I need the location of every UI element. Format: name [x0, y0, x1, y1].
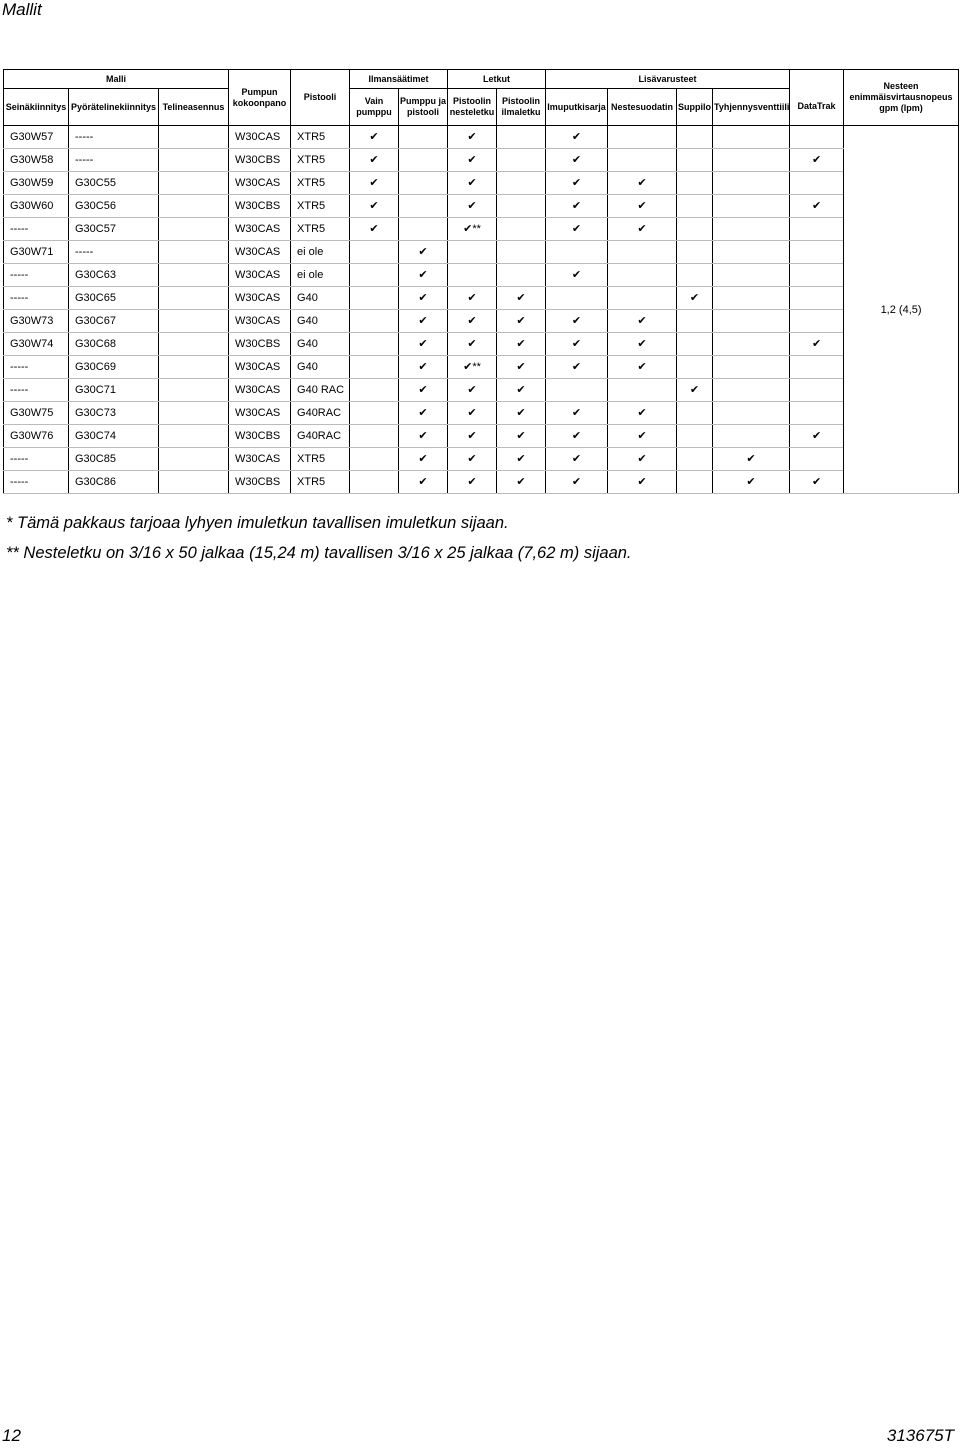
- table-cell: ✔: [497, 379, 546, 402]
- table-cell: [713, 264, 790, 287]
- table-cell: ✔: [497, 448, 546, 471]
- table-cell: ✔: [608, 402, 677, 425]
- table-cell: XTR5: [291, 218, 350, 241]
- table-cell: [677, 126, 713, 149]
- table-row: [4, 287, 959, 310]
- table-cell: [713, 379, 790, 402]
- table-cell: ✔: [497, 402, 546, 425]
- table-cell: -----: [4, 448, 69, 471]
- table-cell: XTR5: [291, 149, 350, 172]
- header-vain-pumppu: Vain pumppu: [350, 89, 399, 126]
- table-cell: W30CAS: [229, 264, 291, 287]
- header-pistoolin-ilmaletku: Pistoolin ilmaletku: [497, 89, 546, 126]
- table-cell: -----: [69, 126, 159, 149]
- table-cell: ✔: [399, 333, 448, 356]
- table-cell: [546, 241, 608, 264]
- table-cell: ✔: [350, 172, 399, 195]
- table-cell: [790, 402, 844, 425]
- table-cell: ✔: [448, 448, 497, 471]
- table-cell: [159, 264, 229, 287]
- group-header-lisavarusteet: Lisävarusteet: [546, 70, 790, 89]
- table-cell: [350, 402, 399, 425]
- table-cell: -----: [4, 356, 69, 379]
- table-row: [4, 402, 959, 425]
- table-cell: W30CAS: [229, 379, 291, 402]
- table-cell: G30W75: [4, 402, 69, 425]
- table-cell: [713, 356, 790, 379]
- table-row: [4, 448, 959, 471]
- header-nesteen-virtaus: Nesteen enimmäisvirtausnopeus gpm (lpm): [844, 70, 959, 126]
- table-cell: G30C57: [69, 218, 159, 241]
- table-cell: [790, 310, 844, 333]
- max-flow-rate: 1,2 (4,5): [844, 126, 959, 494]
- table-cell: G30C55: [69, 172, 159, 195]
- table-cell: [608, 287, 677, 310]
- table-cell: W30CBS: [229, 195, 291, 218]
- table-cell: [546, 379, 608, 402]
- table-cell: XTR5: [291, 471, 350, 494]
- table-cell: G40: [291, 333, 350, 356]
- table-cell: [350, 241, 399, 264]
- table-cell: G30C73: [69, 402, 159, 425]
- table-cell: G30C85: [69, 448, 159, 471]
- table-cell: [790, 172, 844, 195]
- table-row: [4, 195, 959, 218]
- table-cell: [399, 218, 448, 241]
- table-cell: [677, 402, 713, 425]
- table-cell: W30CAS: [229, 356, 291, 379]
- table-cell: G30C69: [69, 356, 159, 379]
- header-datatrak: DataTrak: [790, 89, 844, 126]
- table-cell: W30CBS: [229, 333, 291, 356]
- table-cell: [677, 241, 713, 264]
- table-cell: [713, 402, 790, 425]
- table-cell: ✔: [497, 356, 546, 379]
- table-cell: [790, 241, 844, 264]
- table-cell: [608, 241, 677, 264]
- models-table: [3, 69, 959, 494]
- table-cell: ✔: [448, 333, 497, 356]
- table-cell: ✔: [713, 448, 790, 471]
- table-cell: -----: [4, 287, 69, 310]
- table-cell: G40: [291, 310, 350, 333]
- table-cell: -----: [4, 218, 69, 241]
- page-title: Mallit: [2, 0, 42, 19]
- table-cell: G30W76: [4, 425, 69, 448]
- table-cell: ✔: [608, 310, 677, 333]
- table-cell: [497, 241, 546, 264]
- table-cell: [790, 287, 844, 310]
- table-cell: [790, 356, 844, 379]
- table-cell: ✔: [448, 471, 497, 494]
- table-cell: [677, 333, 713, 356]
- table-cell: [713, 310, 790, 333]
- table-cell: ✔: [546, 448, 608, 471]
- table-cell: G30W73: [4, 310, 69, 333]
- table-cell: [159, 126, 229, 149]
- header-pistooli: Pistooli: [291, 70, 350, 126]
- footnote-2: ** Nesteletku on 3/16 x 50 jalkaa (15,24 m) tavallisen 3/16 x 25 jalkaa (7,62 m) sijaan.: [6, 544, 632, 562]
- table-cell: [350, 333, 399, 356]
- table-cell: [608, 126, 677, 149]
- table-cell: [159, 356, 229, 379]
- table-cell: G30W58: [4, 149, 69, 172]
- table-cell: G40RAC: [291, 425, 350, 448]
- table-cell: [713, 425, 790, 448]
- table-cell: [677, 310, 713, 333]
- table-cell: [350, 425, 399, 448]
- table-cell: G40RAC: [291, 402, 350, 425]
- table-cell: [677, 172, 713, 195]
- table-cell: W30CBS: [229, 149, 291, 172]
- table-cell: [497, 172, 546, 195]
- table-cell: G30C86: [69, 471, 159, 494]
- table-cell: ✔**: [448, 356, 497, 379]
- table-cell: [350, 310, 399, 333]
- table-cell: [677, 425, 713, 448]
- table-cell: W30CAS: [229, 218, 291, 241]
- header-pumpun-kokoonpano: Pumpun kokoonpano: [229, 70, 291, 126]
- table-cell: [677, 149, 713, 172]
- table-cell: [399, 195, 448, 218]
- table-cell: [713, 287, 790, 310]
- table-cell: G30C67: [69, 310, 159, 333]
- table-cell: [159, 471, 229, 494]
- table-cell: ✔: [546, 264, 608, 287]
- table-cell: ✔: [448, 195, 497, 218]
- table-cell: ✔: [448, 425, 497, 448]
- models-table-body: [4, 126, 959, 494]
- table-cell: W30CAS: [229, 402, 291, 425]
- table-cell: W30CAS: [229, 172, 291, 195]
- table-cell: G30C68: [69, 333, 159, 356]
- table-cell: ✔: [608, 425, 677, 448]
- table-cell: ✔: [448, 172, 497, 195]
- table-cell: -----: [4, 379, 69, 402]
- footnote-1: * Tämä pakkaus tarjoaa lyhyen imuletkun tavallisen imuletkun sijaan.: [6, 514, 509, 532]
- table-cell: [677, 264, 713, 287]
- table-cell: ✔: [399, 356, 448, 379]
- table-cell: G30W71: [4, 241, 69, 264]
- table-cell: W30CAS: [229, 310, 291, 333]
- table-cell: [790, 379, 844, 402]
- table-cell: ✔: [350, 126, 399, 149]
- table-cell: [159, 310, 229, 333]
- table-cell: G40: [291, 287, 350, 310]
- table-cell: G30W59: [4, 172, 69, 195]
- table-cell: XTR5: [291, 172, 350, 195]
- table-cell: ✔: [497, 333, 546, 356]
- table-row: [4, 172, 959, 195]
- table-cell: ✔: [790, 471, 844, 494]
- table-cell: ✔: [790, 195, 844, 218]
- table-row: [4, 356, 959, 379]
- table-cell: [713, 126, 790, 149]
- table-cell: [350, 356, 399, 379]
- header-seinakiinnitys: Seinäkiinnitys: [4, 89, 69, 126]
- table-cell: ✔: [399, 471, 448, 494]
- table-cell: XTR5: [291, 448, 350, 471]
- table-cell: ✔: [399, 241, 448, 264]
- table-cell: [448, 241, 497, 264]
- table-cell: [677, 356, 713, 379]
- table-cell: [350, 287, 399, 310]
- table-cell: ✔: [399, 425, 448, 448]
- table-cell: [713, 333, 790, 356]
- table-cell: ✔: [497, 310, 546, 333]
- table-cell: ✔: [448, 287, 497, 310]
- table-cell: [159, 448, 229, 471]
- table-cell: [159, 425, 229, 448]
- table-cell: ✔: [546, 310, 608, 333]
- table-cell: ✔: [546, 425, 608, 448]
- table-row: [4, 425, 959, 448]
- group-header-ilmansaatimet: Ilmansäätimet: [350, 70, 448, 89]
- table-cell: ✔: [713, 471, 790, 494]
- table-cell: G30C63: [69, 264, 159, 287]
- table-cell: [713, 195, 790, 218]
- table-cell: [608, 379, 677, 402]
- table-cell: [350, 379, 399, 402]
- table-row: [4, 218, 959, 241]
- table-cell: ✔: [790, 333, 844, 356]
- table-row: [4, 241, 959, 264]
- header-pyoratelinekiinnitys: Pyörätelinekiinnitys: [69, 89, 159, 126]
- table-cell: [713, 172, 790, 195]
- footnotes: [6, 508, 632, 568]
- table-cell: ✔: [546, 195, 608, 218]
- table-cell: ✔: [448, 149, 497, 172]
- table-cell: ✔: [399, 287, 448, 310]
- table-cell: ✔: [608, 218, 677, 241]
- table-cell: [713, 218, 790, 241]
- table-cell: ✔: [546, 172, 608, 195]
- table-cell: [497, 126, 546, 149]
- table-cell: ✔: [399, 379, 448, 402]
- table-cell: [497, 218, 546, 241]
- table-cell: [159, 149, 229, 172]
- table-cell: ✔: [608, 195, 677, 218]
- table-cell: -----: [69, 241, 159, 264]
- table-cell: [159, 379, 229, 402]
- table-cell: [677, 218, 713, 241]
- table-cell: ✔: [546, 402, 608, 425]
- table-cell: [497, 264, 546, 287]
- table-cell: [399, 172, 448, 195]
- header-telineasennus: Telineasennus: [159, 89, 229, 126]
- table-cell: ✔: [448, 402, 497, 425]
- header-suppilo: Suppilo: [677, 89, 713, 126]
- table-cell: G30W57: [4, 126, 69, 149]
- table-row: [4, 310, 959, 333]
- group-header-letkut: Letkut: [448, 70, 546, 89]
- table-cell: W30CAS: [229, 241, 291, 264]
- table-cell: [350, 264, 399, 287]
- table-cell: ✔: [350, 218, 399, 241]
- table-cell: [159, 333, 229, 356]
- table-row: [4, 264, 959, 287]
- table-cell: [497, 149, 546, 172]
- table-cell: [790, 264, 844, 287]
- table-cell: [497, 195, 546, 218]
- table-cell: W30CBS: [229, 425, 291, 448]
- header-nestesuodatin: Nestesuodatin: [608, 89, 677, 126]
- table-cell: [159, 195, 229, 218]
- table-row: [4, 333, 959, 356]
- table-cell: ✔: [448, 379, 497, 402]
- header-tyhjennysventtiili: Tyhjennysventtiili: [713, 89, 790, 126]
- table-cell: G30W74: [4, 333, 69, 356]
- table-cell: ✔: [546, 356, 608, 379]
- table-cell: W30CBS: [229, 471, 291, 494]
- table-cell: G30C56: [69, 195, 159, 218]
- table-cell: ✔: [546, 471, 608, 494]
- table-cell: ✔: [546, 218, 608, 241]
- table-cell: ✔: [608, 471, 677, 494]
- table-cell: -----: [69, 149, 159, 172]
- table-cell: ✔: [546, 333, 608, 356]
- table-cell: ✔: [448, 126, 497, 149]
- table-cell: ✔: [608, 448, 677, 471]
- table-cell: [790, 126, 844, 149]
- table-cell: G30C65: [69, 287, 159, 310]
- table-cell: ei ole: [291, 264, 350, 287]
- table-cell: ✔: [497, 471, 546, 494]
- document-number: 313675T: [886, 1426, 954, 1445]
- table-cell: G30C71: [69, 379, 159, 402]
- table-cell: ✔: [546, 149, 608, 172]
- table-cell: [399, 149, 448, 172]
- table-cell: XTR5: [291, 195, 350, 218]
- header-pumppu-ja-pistooli: Pumppu ja pistooli: [399, 89, 448, 126]
- table-cell: ✔: [546, 126, 608, 149]
- table-cell: [790, 218, 844, 241]
- table-cell: ✔: [399, 402, 448, 425]
- table-cell: ✔: [608, 333, 677, 356]
- table-cell: G40 RAC: [291, 379, 350, 402]
- table-row: [4, 379, 959, 402]
- table-cell: [448, 264, 497, 287]
- header-datatrak-top: [790, 70, 844, 89]
- table-cell: [399, 126, 448, 149]
- table-cell: [159, 287, 229, 310]
- table-cell: W30CAS: [229, 126, 291, 149]
- table-row: [4, 126, 959, 149]
- table-cell: -----: [4, 471, 69, 494]
- table-cell: [350, 448, 399, 471]
- header-imuputkisarja: Imuputkisarja: [546, 89, 608, 126]
- group-header-malli: Malli: [4, 70, 229, 89]
- table-cell: W30CAS: [229, 287, 291, 310]
- table-cell: [713, 241, 790, 264]
- table-cell: ✔: [790, 149, 844, 172]
- table-cell: W30CAS: [229, 448, 291, 471]
- table-cell: [159, 218, 229, 241]
- table-cell: ✔: [399, 448, 448, 471]
- table-cell: ✔: [608, 172, 677, 195]
- table-cell: G30C74: [69, 425, 159, 448]
- table-cell: [159, 241, 229, 264]
- table-cell: ✔: [608, 356, 677, 379]
- table-cell: [790, 448, 844, 471]
- table-row: [4, 471, 959, 494]
- table-cell: ✔**: [448, 218, 497, 241]
- table-cell: [677, 195, 713, 218]
- table-cell: [608, 149, 677, 172]
- table-cell: ✔: [350, 149, 399, 172]
- table-cell: ✔: [448, 310, 497, 333]
- table-row: [4, 149, 959, 172]
- table-cell: ✔: [350, 195, 399, 218]
- table-cell: ✔: [677, 379, 713, 402]
- table-cell: ✔: [497, 425, 546, 448]
- table-cell: ✔: [497, 287, 546, 310]
- table-cell: XTR5: [291, 126, 350, 149]
- table-cell: [546, 287, 608, 310]
- table-cell: [677, 448, 713, 471]
- table-cell: [350, 471, 399, 494]
- table-cell: [677, 471, 713, 494]
- table-cell: [159, 402, 229, 425]
- table-cell: ✔: [790, 425, 844, 448]
- table-cell: ✔: [399, 264, 448, 287]
- table-cell: ✔: [399, 310, 448, 333]
- table-cell: [608, 264, 677, 287]
- page-number: 12: [2, 1426, 21, 1445]
- table-cell: G30W60: [4, 195, 69, 218]
- table-cell: -----: [4, 264, 69, 287]
- table-cell: [159, 172, 229, 195]
- table-cell: ✔: [677, 287, 713, 310]
- table-cell: G40: [291, 356, 350, 379]
- table-cell: ei ole: [291, 241, 350, 264]
- header-pistoolin-nesteletku: Pistoolin nesteletku: [448, 89, 497, 126]
- table-cell: [713, 149, 790, 172]
